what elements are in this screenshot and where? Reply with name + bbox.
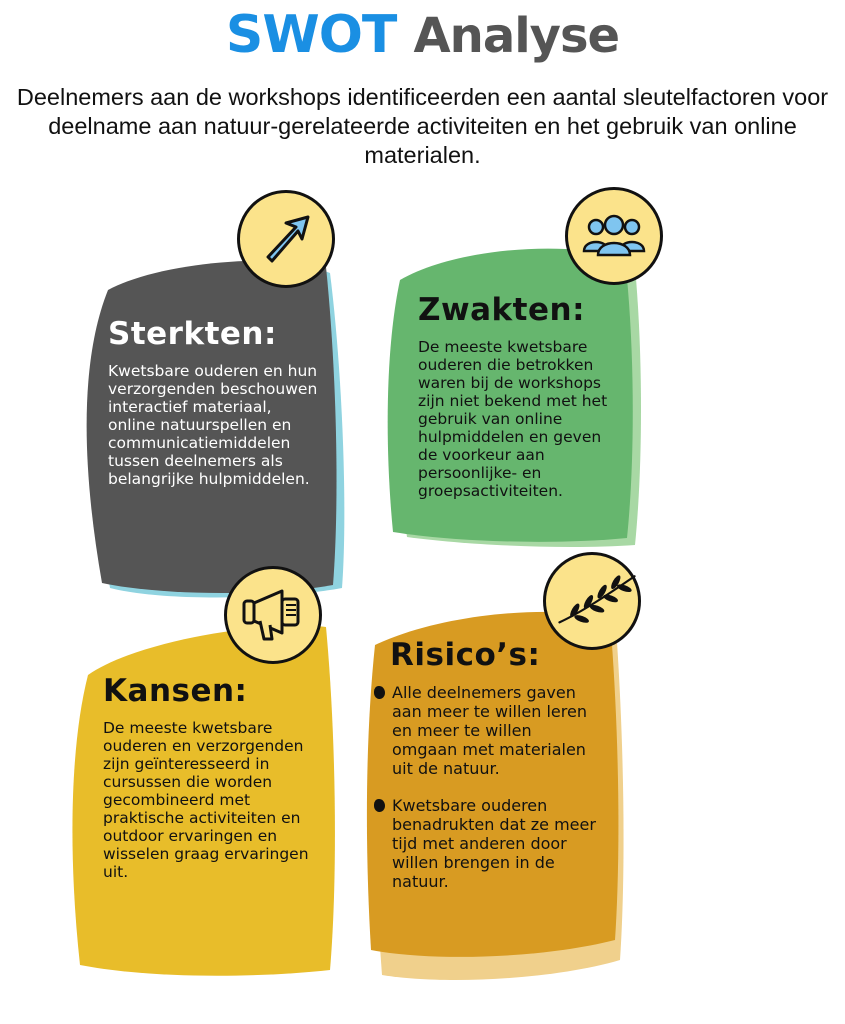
strengths-title: Sterkten: xyxy=(108,316,277,352)
threats-list xyxy=(372,683,597,891)
weaknesses-title: Zwakten: xyxy=(418,292,585,328)
weaknesses-content xyxy=(418,292,623,500)
opportunities-body: De meeste kwetsbare ouderen en verzorgenden zijn geïnteresseerd in cursussen die worden gecombineerd met praktische activiteiten en outdoor ervaringen en wisselen graag ervaringen uit. xyxy=(103,719,309,881)
strengths-icon-circle xyxy=(237,190,335,288)
group-icon xyxy=(582,211,646,261)
title-analyse: Analyse xyxy=(413,8,620,64)
list-item: Kwetsbare ouderen benadrukten dat ze meer tijd met anderen door willen brengen in de natuur. xyxy=(372,796,597,891)
strengths-body: Kwetsbare ouderen en hun verzorgenden beschouwen interactief materiaal, online natuurspellen en communicatiemiddelen tussen deelnemers als belangrijke hulpmiddelen. xyxy=(108,362,318,488)
weaknesses-body: De meeste kwetsbare ouderen die betrokken waren bij de workshops zijn niet bekend met het gebruik van online hulpmiddelen en geven de voorkeur aan persoonlijke- en groepsactiviteiten. xyxy=(418,338,608,500)
opportunities-title: Kansen: xyxy=(103,673,248,709)
bullet-icon xyxy=(374,799,385,812)
page-title xyxy=(0,4,845,67)
bullet-icon xyxy=(374,686,385,699)
threats-content xyxy=(372,637,597,909)
opportunities-content xyxy=(103,673,318,881)
intro-text: Deelnemers aan de workshops identificeerden een aantal sleutelfactoren voor deelname aan natuur-gerelateerde activiteiten en het gebruik van online materialen. xyxy=(16,84,829,168)
list-item: Alle deelnemers gaven aan meer te willen leren en meer te willen omgaan met materialen uit de natuur. xyxy=(372,683,597,778)
weaknesses-icon-circle xyxy=(565,187,663,285)
threats-icon-circle xyxy=(543,552,641,650)
opportunities-icon-circle xyxy=(224,566,322,664)
megaphone-icon xyxy=(240,587,306,643)
leaf-branch-icon xyxy=(556,566,638,636)
title-swot: SWOT xyxy=(225,5,397,65)
threats-title: Risico’s: xyxy=(390,637,541,673)
strengths-content xyxy=(108,316,323,488)
arrow-icon xyxy=(256,209,316,269)
